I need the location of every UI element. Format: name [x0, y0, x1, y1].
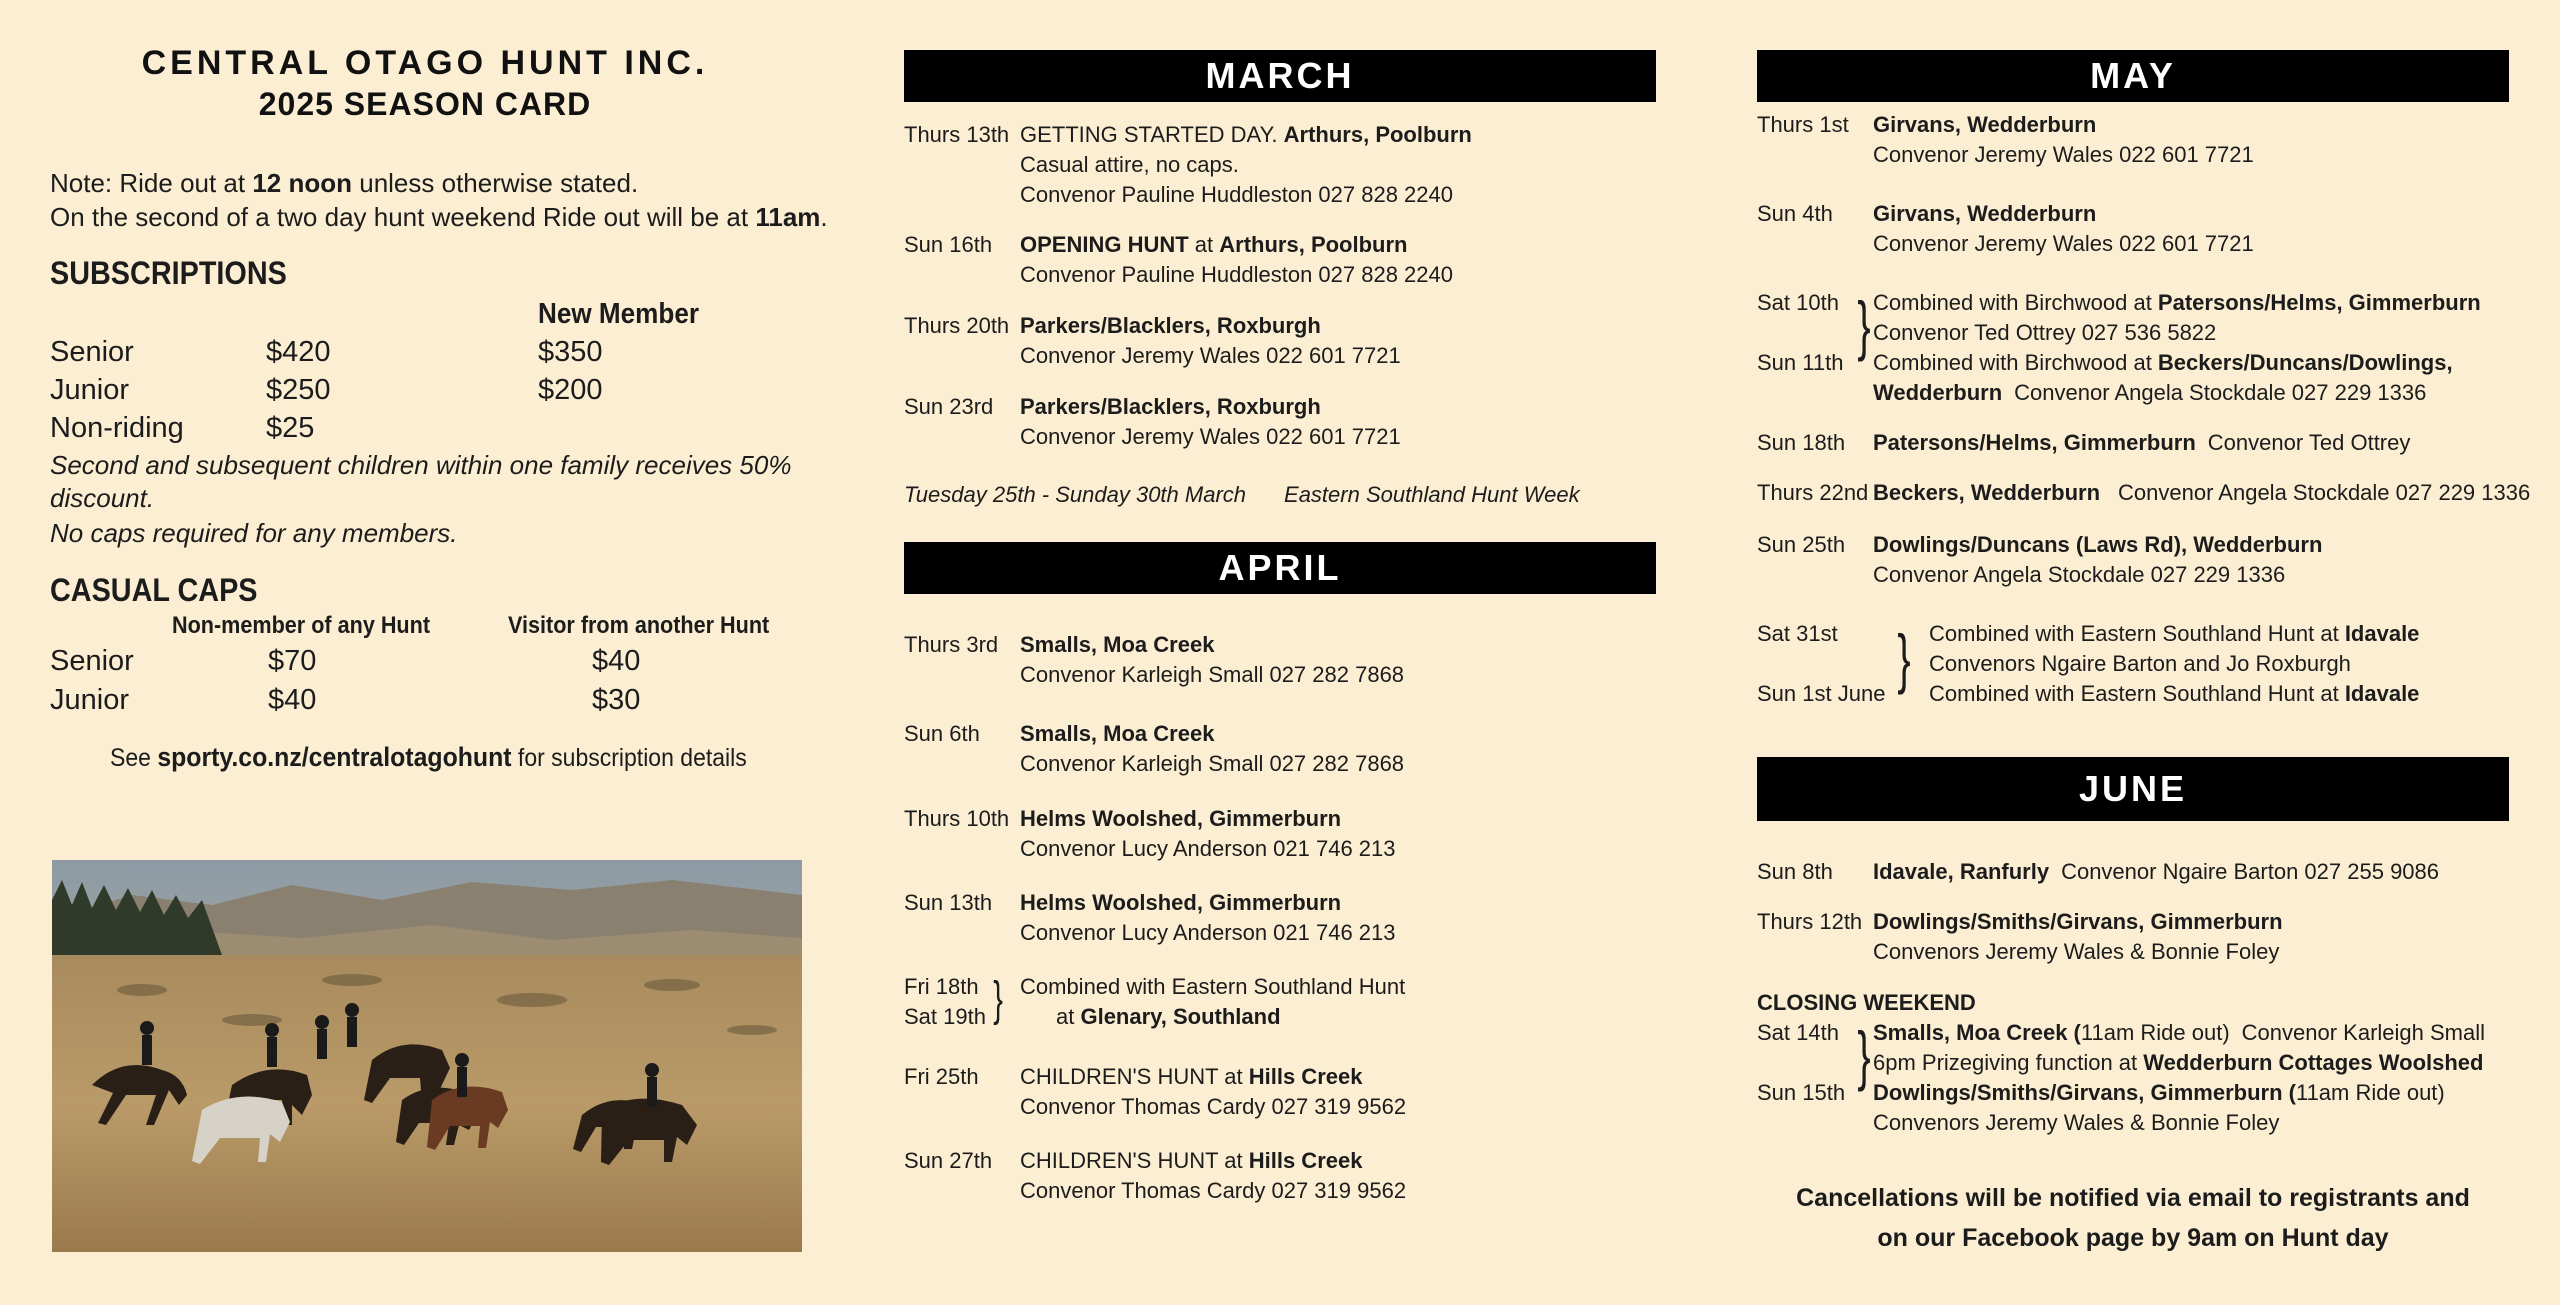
event-date: Sun 1st June [1757, 681, 1886, 706]
closing-weekend-heading: CLOSING WEEKEND [1757, 990, 1976, 1015]
hunt-week-dates: Tuesday 25th - Sunday 30th March [904, 482, 1247, 507]
event-text: CHILDREN'S HUNT at [1020, 1148, 1249, 1173]
event-text: 11am Ride out) [2080, 1020, 2230, 1045]
hunt-week-line [904, 480, 1580, 510]
casual-junior-label: Junior [50, 684, 129, 716]
hunt-photo [52, 860, 802, 1252]
event-line [1873, 428, 2410, 458]
event-convenor: Convenor Ted Ottrey 027 536 5822 [1873, 320, 2217, 345]
event-line [1929, 679, 2419, 709]
event-date: Thurs 12th [1757, 909, 1863, 934]
event-date: Sun 25th [1757, 532, 1846, 557]
event-line [1873, 288, 2481, 318]
event-date: Thurs 1st [1757, 112, 1849, 137]
event-venue: Hills Creek [1248, 1064, 1363, 1089]
event-line: Casual attire, no caps. [1020, 152, 1239, 177]
event-date: Sun 18th [1757, 430, 1846, 455]
event-line [1873, 478, 2530, 508]
event-venue: Wedderburn Cottages Woolshed [2143, 1050, 2484, 1075]
event-venue: Smalls, Moa Creek [1020, 721, 1215, 746]
note-text: unless otherwise stated. [352, 168, 639, 198]
cancellation-line-1: Cancellations will be notified via email to registrants and [1796, 1184, 2470, 1212]
event-line [1056, 1002, 1281, 1032]
casual-junior-a: $40 [268, 684, 317, 716]
event-venue: Glenary, Southland [1080, 1004, 1281, 1029]
note-bold: 12 noon [252, 168, 353, 198]
event-date: Sun 6th [904, 721, 980, 746]
casual-junior-b: $30 [592, 684, 641, 716]
sub-row-senior-label: Senior [50, 336, 134, 368]
event-venue: Smalls, Moa Creek [1020, 632, 1215, 657]
event-venue: Wedderburn [1873, 380, 2003, 405]
event-date: Sun 4th [1757, 201, 1833, 226]
event-convenor: Convenor Jeremy Wales 022 601 7721 [1020, 343, 1401, 368]
event-venue: Arthurs, Poolburn [1283, 122, 1472, 147]
event-date: Fri 25th [904, 1064, 979, 1089]
event-date: Thurs 13th [904, 122, 1010, 147]
event-convenor: Convenor Angela Stockdale 027 229 1336 [1873, 562, 2286, 587]
event-convenor: Convenor Karleigh Small [2241, 1020, 2485, 1045]
note-text: On the second of a two day hunt weekend Ride out will be at [50, 202, 756, 232]
event-text: GETTING STARTED DAY. [1020, 122, 1284, 147]
event-venue: Hills Creek [1248, 1148, 1363, 1173]
note-line-2 [50, 202, 828, 233]
event-venue: Patersons/Helms, Gimmerburn [2157, 290, 2481, 315]
website-link[interactable]: sporty.co.nz/centralotagohunt [157, 742, 512, 772]
sub-row-junior-price: $250 [266, 374, 331, 406]
month-may-bar: MAY [1757, 50, 2509, 102]
event-convenor: Convenor Lucy Anderson 021 746 213 [1020, 920, 1396, 945]
event-venue: Girvans, Wedderburn [1873, 112, 2097, 137]
event-venue: Parkers/Blacklers, Roxburgh [1020, 394, 1321, 419]
event-line [1873, 857, 2439, 887]
sub-row-junior-label: Junior [50, 374, 129, 406]
sub-note-children: Second and subsequent children within one family receives 50% [50, 450, 792, 480]
event-venue: Dowlings/Smiths/Girvans, Gimmerburn [1873, 909, 2283, 934]
cancellation-line-2: on our Facebook page by 9am on Hunt day [1877, 1224, 2389, 1252]
event-text: 11am Ride out) [2295, 1080, 2445, 1105]
new-member-header: New Member [538, 298, 700, 330]
event-convenor: Convenor Angela Stockdale 027 229 1336 [2014, 380, 2427, 405]
event-convenor: Convenor Karleigh Small 027 282 7868 [1020, 662, 1405, 687]
subscription-details-line [110, 742, 747, 773]
event-date: Sun 11th [1757, 350, 1844, 375]
sub-note-caps: No caps required for any members. [50, 518, 458, 548]
season-card-title: 2025 SEASON CARD [258, 86, 592, 122]
event-venue: Idavale, Ranfurly [1873, 859, 2050, 884]
event-line [1020, 120, 1472, 150]
event-line [1873, 1048, 2483, 1078]
event-date: Sat 14th [1757, 1020, 1839, 1045]
note-bold: 11am [755, 202, 821, 232]
event-convenor: Convenor Ted Ottrey [2207, 430, 2411, 455]
subscriptions-heading: SUBSCRIPTIONS [50, 255, 287, 291]
event-text: CHILDREN'S HUNT at [1020, 1064, 1249, 1089]
event-date: Sat 19th [904, 1004, 986, 1029]
brace-icon: } [1857, 1018, 1871, 1092]
event-text: at [1056, 1004, 1081, 1029]
event-venue: Beckers/Duncans/Dowlings, [2157, 350, 2453, 375]
event-date: Thurs 20th [904, 313, 1010, 338]
event-line [1873, 1078, 2445, 1108]
note-text: Note: Ride out at [50, 168, 253, 198]
cancellation-notice [1757, 1178, 2509, 1258]
event-convenor: Convenor Ngaire Barton 027 255 9086 [2061, 859, 2440, 884]
month-march-bar: MARCH [904, 50, 1656, 102]
event-convenor: Convenor Jeremy Wales 022 601 7721 [1020, 424, 1401, 449]
event-venue: Beckers, Wedderburn [1873, 480, 2101, 505]
see-text: for subscription details [511, 744, 747, 772]
event-convenor: Convenor Karleigh Small 027 282 7868 [1020, 751, 1405, 776]
event-date: Sun 16th [904, 232, 993, 257]
note-text: . [820, 202, 828, 232]
event-venue: Girvans, Wedderburn [1873, 201, 2097, 226]
sub-note-children-2: discount. [50, 483, 155, 513]
see-text: See [110, 744, 158, 772]
event-venue: Helms Woolshed, Gimmerburn [1020, 890, 1342, 915]
event-venue: Dowlings/Duncans (Laws Rd), Wedderburn [1873, 532, 2323, 557]
event-convenor: Convenors Jeremy Wales & Bonnie Foley [1873, 939, 2280, 964]
event-convenor: Convenors Ngaire Barton and Jo Roxburgh [1929, 651, 2351, 676]
event-line [1020, 1062, 1362, 1092]
organisation-title: CENTRAL OTAGO HUNT INC. [141, 44, 709, 82]
event-title: OPENING HUNT [1020, 232, 1189, 257]
casual-col2-header: Visitor from another Hunt [508, 612, 770, 639]
casual-caps-heading: CASUAL CAPS [50, 572, 258, 608]
brace-icon: } [1857, 288, 1871, 362]
event-venue: Idavale [2344, 621, 2420, 646]
event-convenor: Convenor Lucy Anderson 021 746 213 [1020, 836, 1396, 861]
event-line [1020, 230, 1407, 260]
sub-row-nonriding-label: Non-riding [50, 412, 184, 444]
event-line [1929, 619, 2419, 649]
event-venue: Dowlings/Smiths/Girvans, Gimmerburn ( [1873, 1080, 2296, 1105]
event-text: Combined with Birchwood at [1873, 290, 2158, 315]
event-convenor: Convenor Jeremy Wales 022 601 7721 [1873, 231, 2254, 256]
event-convenor: Convenor Thomas Cardy 027 319 9562 [1020, 1094, 1407, 1119]
event-convenor: Convenors Jeremy Wales & Bonnie Foley [1873, 1110, 2280, 1135]
event-venue: Parkers/Blacklers, Roxburgh [1020, 313, 1321, 338]
month-june-bar: JUNE [1757, 757, 2509, 821]
sub-row-senior-new: $350 [538, 336, 603, 368]
event-date: Sat 10th [1757, 290, 1839, 315]
hunt-week-name: Eastern Southland Hunt Week [1284, 482, 1580, 507]
event-venue: Patersons/Helms, Gimmerburn [1873, 430, 2196, 455]
event-venue: Idavale [2344, 681, 2420, 706]
casual-senior-b: $40 [592, 645, 641, 677]
event-convenor: Convenor Angela Stockdale 027 229 1336 [2118, 480, 2531, 505]
event-text: Combined with Eastern Southland Hunt at [1929, 681, 2345, 706]
sub-row-nonriding-price: $25 [266, 412, 315, 444]
event-date: Thurs 3rd [904, 632, 999, 657]
event-venue: Smalls, Moa Creek ( [1873, 1020, 2081, 1045]
event-line: Combined with Eastern Southland Hunt [1020, 974, 1406, 999]
sub-row-junior-new: $200 [538, 374, 603, 406]
casual-senior-a: $70 [268, 645, 317, 677]
event-date: Sat 31st [1757, 621, 1838, 646]
event-date: Fri 18th [904, 974, 979, 999]
note-line-1 [50, 168, 638, 199]
event-text: at [1188, 232, 1220, 257]
event-venue: Helms Woolshed, Gimmerburn [1020, 806, 1342, 831]
event-date: Sun 8th [1757, 859, 1833, 884]
event-convenor: Convenor Pauline Huddleston 027 828 2240 [1020, 182, 1453, 207]
brace-icon: } [993, 973, 1003, 1026]
event-date: Sun 15th [1757, 1080, 1846, 1105]
brace-icon: } [1897, 621, 1911, 695]
event-date: Thurs 22nd [1757, 480, 1869, 505]
sub-row-senior-price: $420 [266, 336, 331, 368]
event-date: Sun 13th [904, 890, 993, 915]
event-convenor: Convenor Pauline Huddleston 027 828 2240 [1020, 262, 1453, 287]
event-convenor: Convenor Thomas Cardy 027 319 9562 [1020, 1178, 1407, 1203]
event-text: Combined with Eastern Southland Hunt at [1929, 621, 2345, 646]
event-line [1873, 1018, 2485, 1048]
event-line [1020, 1146, 1362, 1176]
event-line [1873, 378, 2426, 408]
event-date: Sun 23rd [904, 394, 994, 419]
event-date: Thurs 10th [904, 806, 1010, 831]
event-line [1873, 348, 2453, 378]
event-date: Sun 27th [904, 1148, 993, 1173]
casual-senior-label: Senior [50, 645, 134, 677]
event-venue: Arthurs, Poolburn [1219, 232, 1408, 257]
event-convenor: Convenor Jeremy Wales 022 601 7721 [1873, 142, 2254, 167]
casual-col1-header: Non-member of any Hunt [172, 612, 431, 639]
event-text: Combined with Birchwood at [1873, 350, 2158, 375]
hunt-photo-illustration [52, 860, 802, 1252]
month-april-bar: APRIL [904, 542, 1656, 594]
event-text: 6pm Prizegiving function at [1873, 1050, 2144, 1075]
